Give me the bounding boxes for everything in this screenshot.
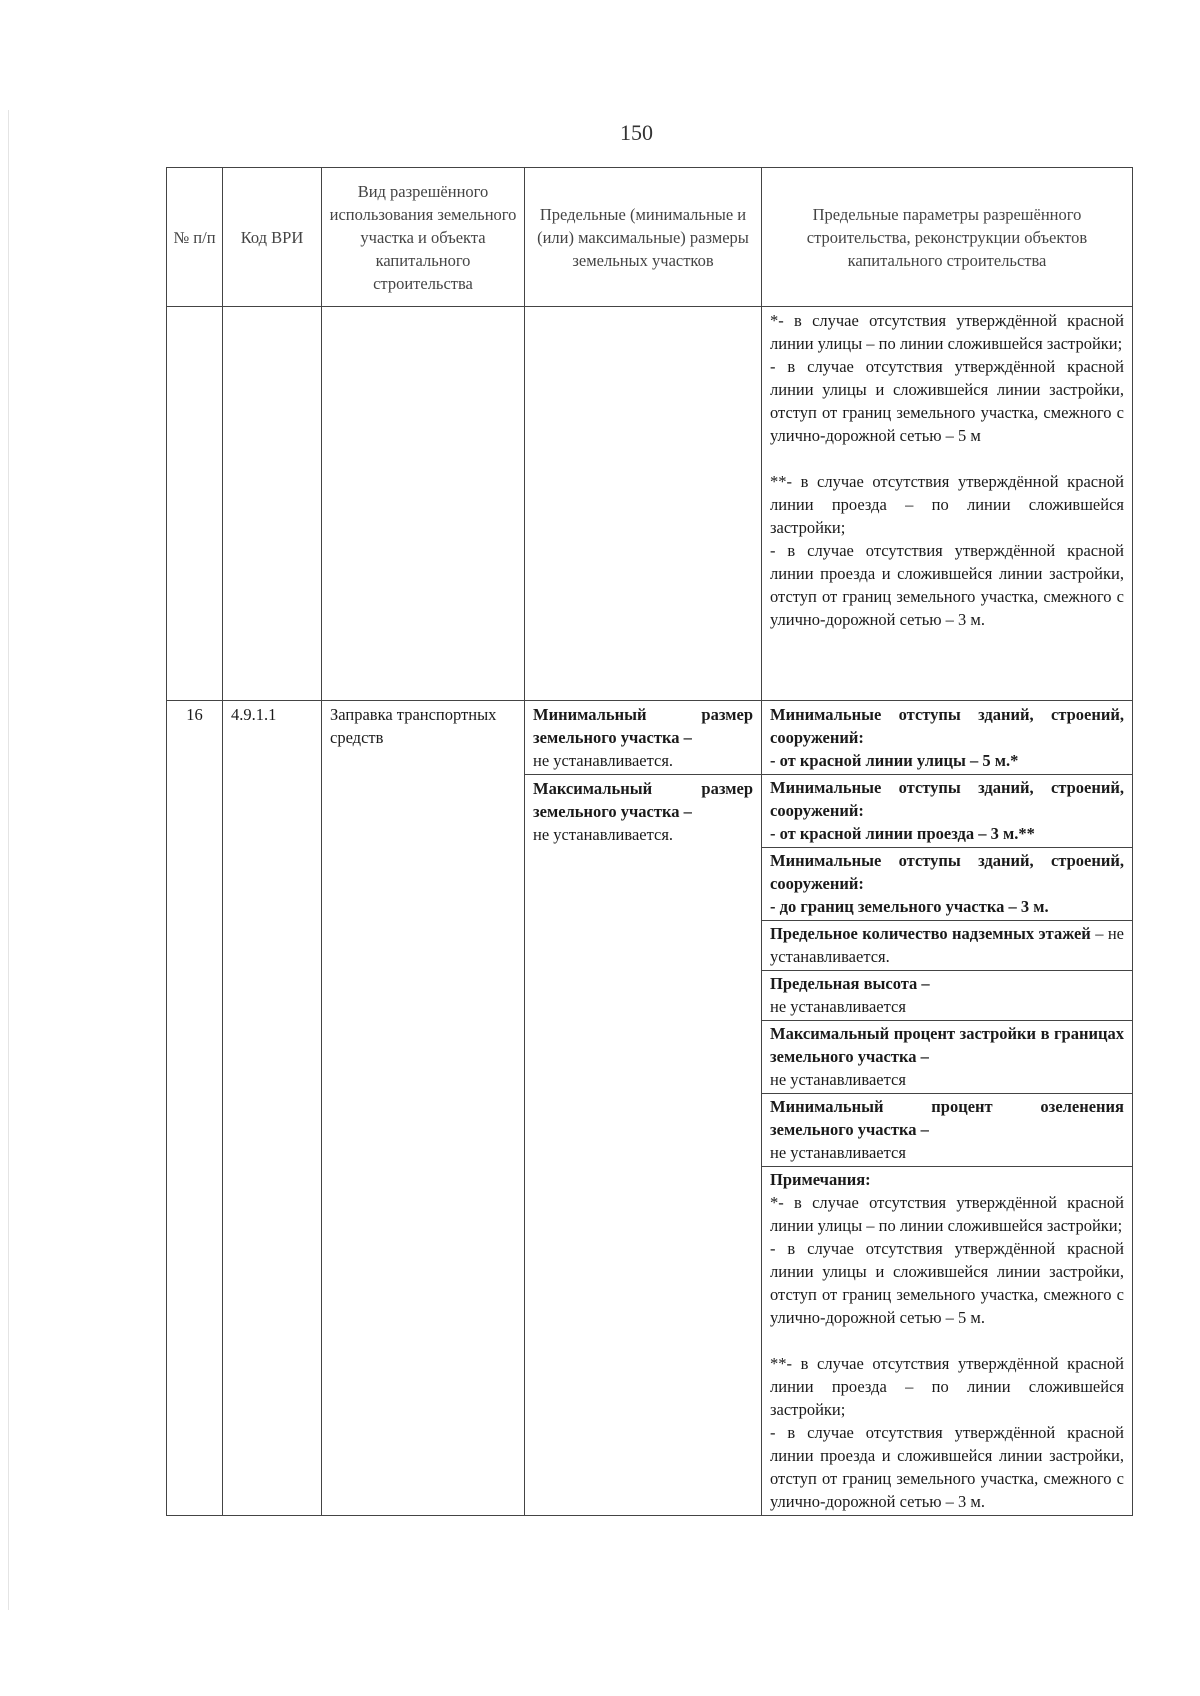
note-text: - в случае отсутствия утверждённой красной линии улицы и сложившейся линии застройки, отступ от границ земельного участка, смежного с улично-дорожной сетью – 5 м.	[770, 1239, 1124, 1327]
param-item-7	[762, 1094, 1132, 1167]
note-text: *- в случае отсутствия утверждённой красной линии улицы – по линии сложившейся застройки;	[770, 1193, 1124, 1235]
header-type: Вид разрешённого использования земельного участка и объекта капитального строительства	[322, 168, 525, 307]
cell-vri-code: 4.9.1.1	[223, 701, 322, 1516]
param-item-3	[762, 848, 1132, 921]
cell-continuation-notes	[762, 307, 1133, 701]
table-header-row	[167, 168, 1133, 307]
min-size-value: не устанавливается.	[533, 751, 674, 770]
max-size-title: Максимальный размер земельного участка –	[533, 779, 753, 821]
cell-num-empty	[167, 307, 223, 701]
param-7-value: не устанавливается	[770, 1143, 906, 1162]
note-spacer	[770, 1329, 1124, 1352]
param-item-notes	[762, 1167, 1132, 1515]
min-size-title-wrap	[533, 703, 753, 749]
param-item-6	[762, 1021, 1132, 1094]
cell-min-size	[525, 701, 762, 775]
min-size-title: Минимальный размер земельного участка –	[533, 705, 753, 747]
header-params: Предельные параметры разрешённого строительства, реконструкции объектов капитального строительства	[762, 168, 1133, 307]
param-7-title: Минимальный процент озеленения земельного участка –	[770, 1097, 1124, 1139]
cell-use-type: Заправка транспортных средств	[322, 701, 525, 1516]
param-3-title: Минимальные отступы зданий, строений, сооружений:	[770, 851, 1124, 893]
param-4-title: Предельное количество надземных этажей	[770, 924, 1091, 943]
note-text: *- в случае отсутствия утверждённой красной линии улицы – по линии сложившейся застройки;	[770, 311, 1124, 353]
param-6-title: Максимальный процент застройки в границах земельного участка –	[770, 1024, 1124, 1066]
note-spacer	[770, 447, 1124, 470]
cell-param-1	[762, 701, 1133, 775]
cell-param-stack	[762, 775, 1133, 1516]
max-size-value: не устанавливается.	[533, 825, 674, 844]
notes-title: Примечания:	[770, 1170, 871, 1189]
param-1-title: Минимальные отступы зданий, строений, сооружений:	[770, 705, 1124, 747]
table-row-16a	[167, 701, 1133, 775]
header-size: Предельные (минимальные и (или) максимальные) размеры земельных участков	[525, 168, 762, 307]
note-text: - в случае отсутствия утверждённой красной линии проезда и сложившейся линии застройки, отступ от границ земельного участка, смежного с улично-дорожной сетью – 3 м.	[770, 541, 1124, 629]
param-item-4	[762, 921, 1132, 971]
param-4-value: – не устанавливается.	[770, 924, 1124, 966]
param-5-title: Предельная высота –	[770, 974, 930, 993]
page-number: 150	[620, 120, 653, 145]
param-4-text	[770, 922, 1124, 968]
table-row-continuation	[167, 307, 1133, 701]
note-text: **- в случае отсутствия утверждённой красной линии проезда – по линии сложившейся застройки;	[770, 1354, 1124, 1419]
param-2-title: Минимальные отступы зданий, строений, сооружений:	[770, 778, 1124, 820]
param-item-5	[762, 971, 1132, 1021]
scan-margin-line	[8, 110, 9, 1610]
cell-max-size	[525, 775, 762, 1516]
cell-type-empty	[322, 307, 525, 701]
cell-code-empty	[223, 307, 322, 701]
param-6-value: не устанавливается	[770, 1070, 906, 1089]
param-1-value: - от красной линии улицы – 5 м.*	[770, 751, 1019, 770]
param-5-value: не устанавливается	[770, 997, 906, 1016]
param-3-value: - до границ земельного участка – 3 м.	[770, 897, 1049, 916]
header-code: Код ВРИ	[223, 168, 322, 307]
regulations-table	[166, 167, 1133, 1516]
param-2-value: - от красной линии проезда – 3 м.**	[770, 824, 1035, 843]
max-size-title-wrap	[533, 777, 753, 823]
header-num: № п/п	[167, 168, 223, 307]
note-text: - в случае отсутствия утверждённой красной линии проезда и сложившейся линии застройки, отступ от границ земельного участка, смежного с улично-дорожной сетью – 3 м.	[770, 1423, 1124, 1511]
cell-row-num: 16	[167, 701, 223, 1516]
note-text: - в случае отсутствия утверждённой красной линии улицы и сложившейся линии застройки, отступ от границ земельного участка, смежного с улично-дорожной сетью – 5 м	[770, 357, 1124, 445]
cell-size-empty	[525, 307, 762, 701]
param-item-2	[762, 775, 1132, 848]
note-text: **- в случае отсутствия утверждённой красной линии проезда – по линии сложившейся застройки;	[770, 472, 1124, 537]
